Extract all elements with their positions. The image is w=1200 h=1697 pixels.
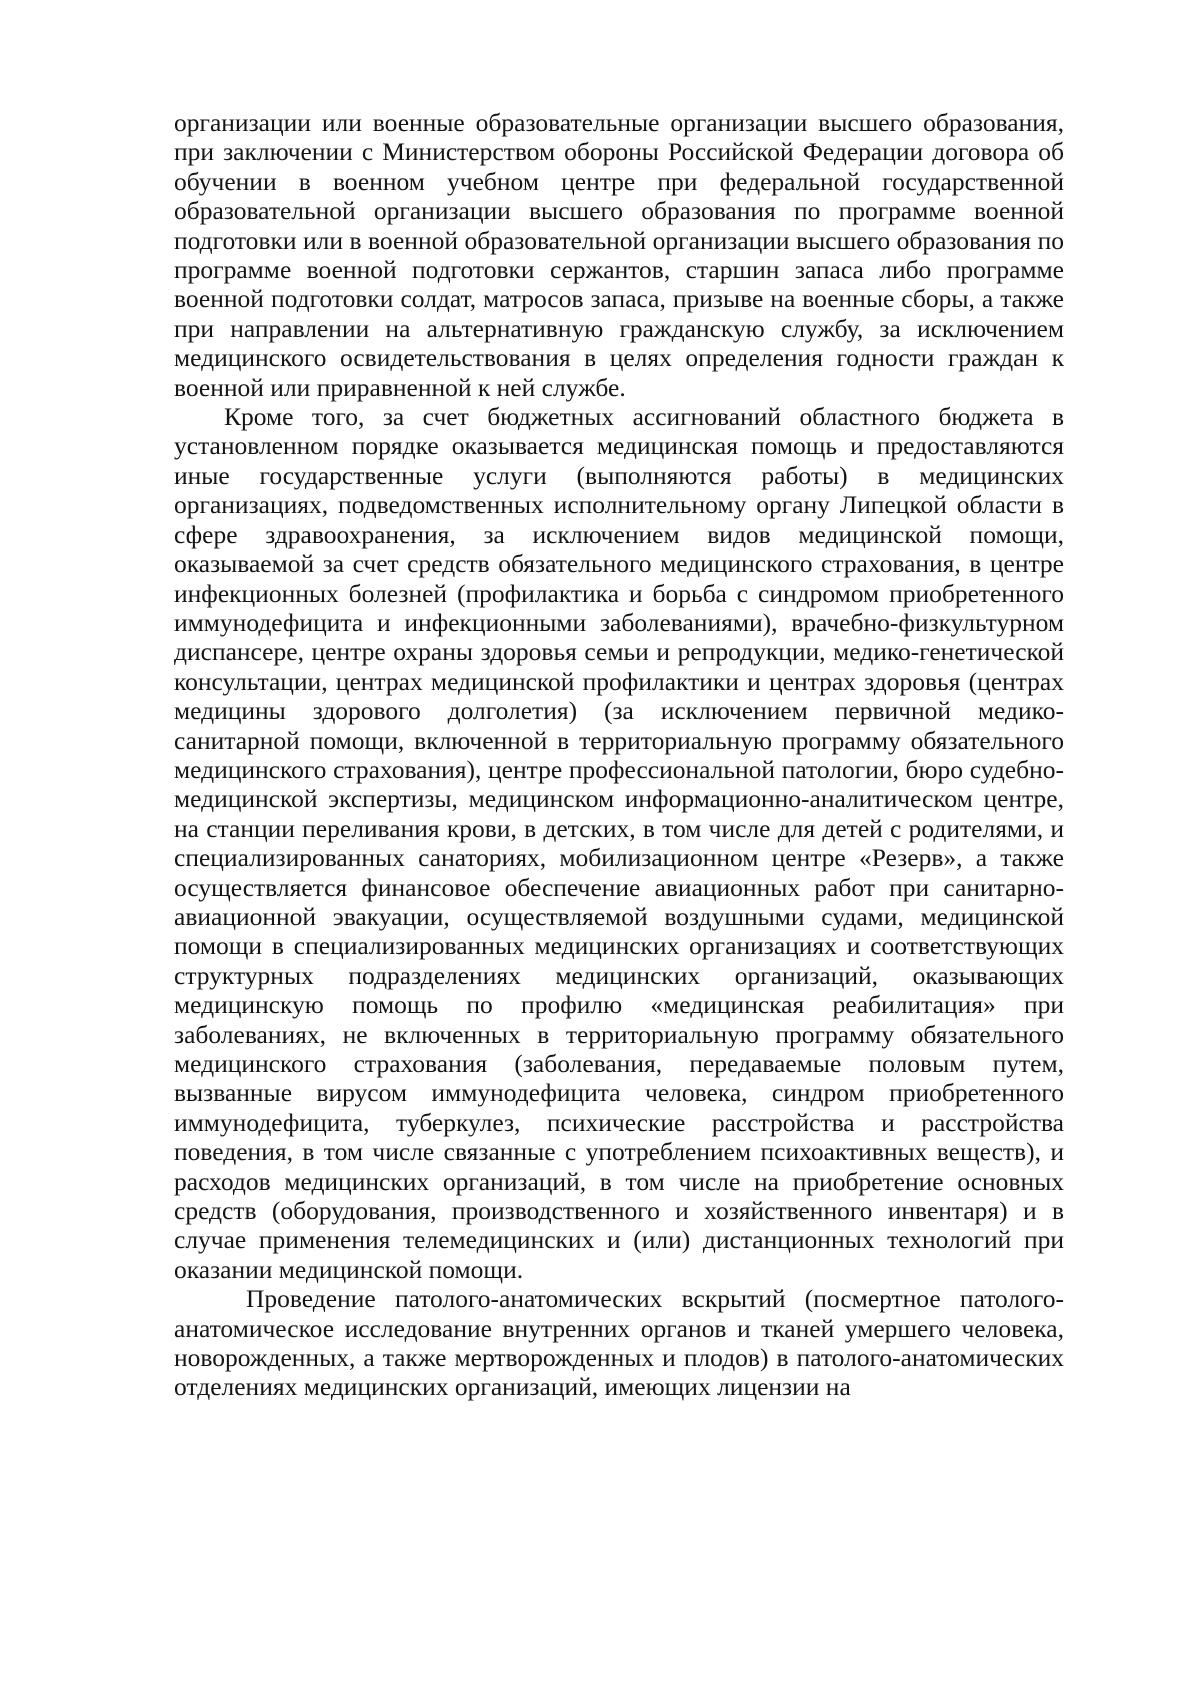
- document-page: [174, 108, 1064, 1402]
- paragraph-regional-budget-funding: Кроме того, за счет бюджетных ассигнований областного бюджета в установленном порядке оказывается медицинская помощь и предоставляются иные государственные услуги (выполняются работы) в медицинских организациях, подведомственных исполнительному органу Липецкой области в сфере здравоохранения, за исключением видов медицинской помощи, оказываемой за счет средств обязательного медицинского страхования, в центре инфекционных болезней (профилактика и борьба с синдромом приобретенного иммунодефицита и инфекционными заболеваниями), врачебно-физкультурном диспансере, центре охраны здоровья семьи и репродукции, медико-генетической консультации, центрах медицинской профилактики и центрах здоровья (центрах медицины здорового долголетия) (за исключением первичной медико-санитарной помощи, включенной в территориальную программу обязательного медицинского страхования), центре профессиональной патологии, бюро судебно-медицинской экспертизы, медицинском информационно-аналитическом центре, на станции переливания крови, в детских, в том числе для детей с родителями, и специализированных санаториях, мобилизационном центре «Резерв», а также осуществляется финансовое обеспечение авиационных работ при санитарно-авиационной эвакуации, осуществляемой воздушными судами, медицинской помощи в специализированных медицинских организациях и соответствующих структурных подразделениях медицинских организаций, оказывающих медицинскую помощь по профилю «медицинская реабилитация» при заболеваниях, не включенных в территориальную программу обязательного медицинского страхования (заболевания, передаваемые половым путем, вызванные вирусом иммунодефицита человека, синдром приобретенного иммунодефицита, туберкулез, психические расстройства и расстройства поведения, в том числе связанные с употреблением психоактивных веществ), и расходов медицинских организаций, в том числе на приобретение основных средств (оборудования, производственного и хозяйственного инвентаря) и в случае применения телемедицинских и (или) дистанционных технологий при оказании медицинской помощи.: [174, 402, 1064, 1284]
- paragraph-pathology-autopsies: Проведение патолого-анатомических вскрытий (посмертное патолого-анатомическое исследование внутренних органов и тканей умершего человека, новорожденных, а также мертворожденных и плодов) в патолого-анатомических отделениях медицинских организаций, имеющих лицензии на: [174, 1284, 1064, 1402]
- paragraph-military-service-exemption: организации или военные образовательные организации высшего образования, при заключении с Министерством обороны Российской Федерации договора об обучении в военном учебном центре при федеральной государственной образовательной организации высшего образования по программе военной подготовки или в военной образовательной организации высшего образования по программе военной подготовки сержантов, старшин запаса либо программе военной подготовки солдат, матросов запаса, призыве на военные сборы, а также при направлении на альтернативную гражданскую службу, за исключением медицинского освидетельствования в целях определения годности граждан к военной или приравненной к ней службе.: [174, 108, 1064, 402]
